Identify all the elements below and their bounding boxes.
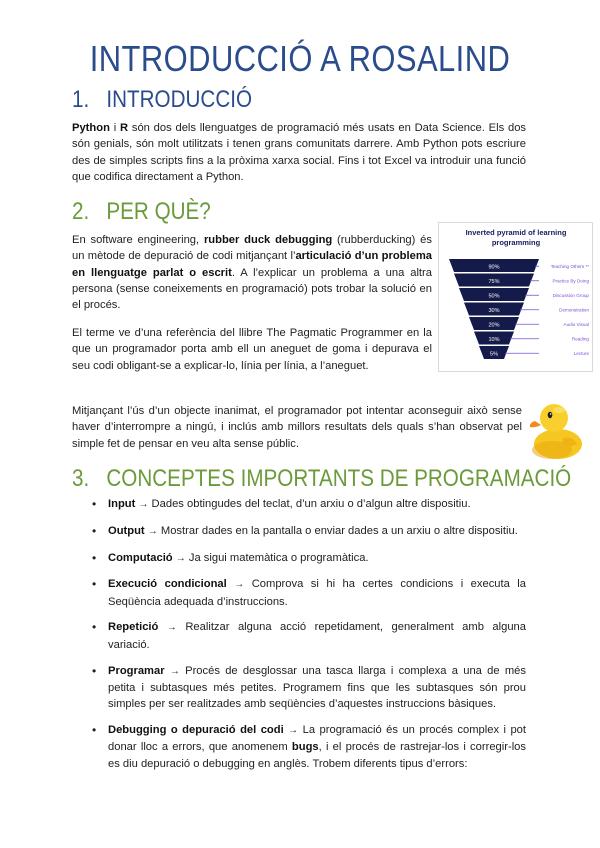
concept-text: Realitzar alguna acció repetidament, generalment amb alguna variació. <box>108 621 527 651</box>
bugs-term: bugs <box>291 741 319 754</box>
section-heading-per-que <box>72 198 211 226</box>
pyramid-percentage: 5% <box>490 351 498 358</box>
inanimate-object-paragraph: Mitjançant l’ús d’un objecte inanimat, el programador pot intentar aconseguir això sense haver d’interrompre a ningú, i inclús amb millors resultats dels quals s’han observat pel simple fet de pensar en veu alta sense públic. <box>72 405 522 450</box>
conjunction: i <box>109 122 120 134</box>
intro-paragraph <box>72 120 526 185</box>
text-run: . A l’explicar un problema a una altra persona (sense coneixements en programació) pots trobar la solució en el procés. <box>72 266 432 312</box>
text-run: (rubberducking) és un mètode de depuració de codi mitjançant l’ <box>72 234 432 263</box>
rubber-duck-term: rubber duck debugging <box>203 234 333 246</box>
list-item <box>92 550 526 567</box>
pyramid-percentage: 30% <box>488 307 500 314</box>
section-number: 1. <box>72 86 90 113</box>
list-item <box>92 663 526 713</box>
concept-term: Repetició <box>108 621 159 634</box>
bullet-icon: • <box>92 523 97 538</box>
arrow-icon: → <box>175 552 186 564</box>
bullet-icon: • <box>92 577 97 592</box>
section-number: 3. <box>72 465 90 492</box>
pyramid-percentage: 20% <box>488 322 500 329</box>
list-item <box>92 722 526 772</box>
section-title: PER QUÈ? <box>106 198 211 225</box>
concept-text: Comprova si hi ha certes condicions i executa la Seqüència adequada d’instruccions. <box>108 578 527 608</box>
arrow-icon: → <box>169 665 180 677</box>
pyramid-label: Reading <box>571 336 589 342</box>
pragmatic-paragraph: El terme ve d’una referència del llibre The Pagmatic Programmer en la que un programador porta amb ell un aneguet de goma i depurava el seu codi obligant-se a explicar-lo, línia per línia, a l’aneguet. <box>72 327 432 372</box>
section-title: CONCEPTES IMPORTANTS DE PROGRAMACIÓ <box>106 465 572 492</box>
list-item <box>92 523 526 540</box>
concept-text: La programació és un procés complex i pot donar lloc a errors, que anomenem <box>108 723 526 754</box>
bullet-icon: • <box>92 722 97 737</box>
bullet-icon: • <box>92 497 97 511</box>
pyramid-graphic <box>439 223 592 371</box>
bullet-icon: • <box>92 663 97 678</box>
pyramid-label: Demonstration <box>559 307 589 313</box>
concept-text: Ja sigui matemàtica o programàtica. <box>185 551 369 564</box>
pyramid-label: Discussion Group <box>552 293 589 299</box>
concept-text: Mostrar dades en la pantalla o enviar dades a un arxiu o altre dispositiu. <box>157 524 518 537</box>
page-title: INTRODUCCIÓ A ROSALIND <box>89 38 511 79</box>
rubber-duck-image <box>527 398 585 462</box>
list-item <box>92 576 526 610</box>
bullet-icon: • <box>92 550 97 565</box>
section-title: INTRODUCCIÓ <box>106 86 253 113</box>
rubber-duck-paragraph <box>72 232 432 313</box>
arrow-icon: → <box>138 499 149 510</box>
pyramid-percentage: 90% <box>488 264 500 271</box>
pyramid-percentage: 75% <box>488 278 500 285</box>
arrow-icon: → <box>234 579 245 591</box>
section-heading-conceptes <box>72 465 571 493</box>
concept-term: Programar <box>108 664 165 677</box>
pyramid-title-line1: Inverted pyramid of learning <box>465 228 567 237</box>
concept-text: Dades obtingudes del teclat, d’un arxiu o d’algun altre dispositiu. <box>148 498 471 510</box>
arrow-icon: → <box>288 724 299 736</box>
text-run: En software engineering, <box>72 234 204 246</box>
pyramid-label: Lecture <box>573 351 589 357</box>
concept-term: Input <box>108 498 136 510</box>
intro-text: són dos dels llenguatges de programació més usats en Data Science. Els dos són genials, són molt utilitzats i tenen grans comunitats darrere. Amb Python pots escriure des de simples scripts fins a la pròxima xarxa social. Fins i tot Excel va introduir una funció que codifica directament a Python. <box>72 122 527 183</box>
list-item <box>92 619 526 653</box>
concept-text: , i el procés de rastrejar-los i corregir-los es diu depuració o debugging en anglès. Trobem diferents tipus d’errors: <box>108 741 526 770</box>
pyramid-title-line2: programming <box>491 238 541 247</box>
pyramid-percentage: 50% <box>488 293 500 300</box>
learning-pyramid-figure <box>438 222 593 372</box>
r-term: R <box>119 122 129 134</box>
pyramid-label: Teaching Others ** <box>550 264 589 270</box>
concept-text: Procés de desglossar una tasca llarga i complexa a una de més petita i subtasques més petites. Programem fins que les subtasques són prou simples per ser realitzades amb seqüències d’aquestes instruccions bàsiques. <box>108 664 526 711</box>
concept-term: Execució condicional <box>108 578 227 591</box>
section-number: 2. <box>72 198 90 225</box>
pyramid-label: Practice By Doing <box>552 278 589 284</box>
section-heading-introduccio <box>72 86 252 114</box>
python-term: Python <box>72 122 110 134</box>
arrow-icon: → <box>147 525 158 537</box>
concept-term: Computació <box>108 551 173 564</box>
concepts-list <box>92 496 526 781</box>
concept-term: Output <box>108 524 145 537</box>
list-item <box>92 496 526 513</box>
bullet-icon: • <box>92 620 97 635</box>
pyramid-percentage: 10% <box>488 336 500 343</box>
arrow-icon: → <box>166 622 177 634</box>
articulation-term: articulació d’un problema en llenguatge parlat o escrit <box>72 250 432 279</box>
pyramid-label: Audio Visual <box>563 322 589 328</box>
concept-term: Debugging o depuració del codi <box>108 723 284 736</box>
